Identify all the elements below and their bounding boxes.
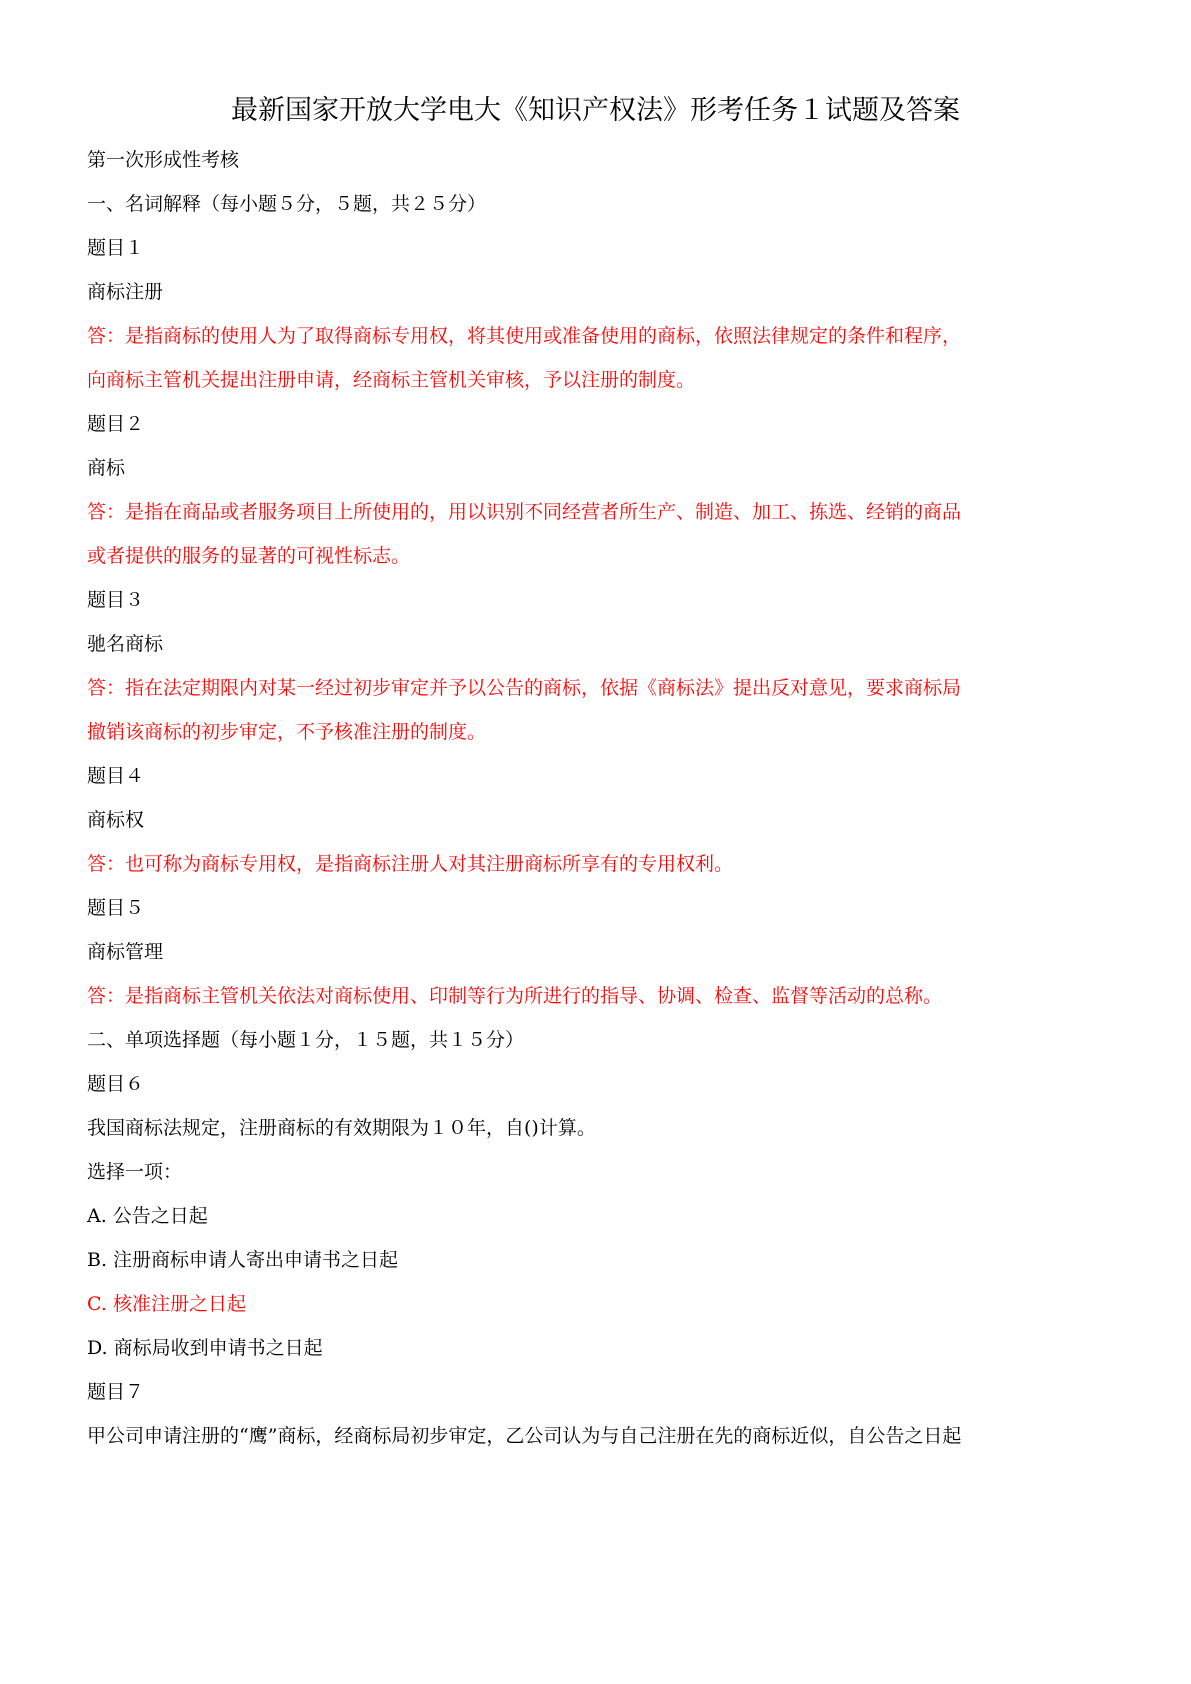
question-1-term: 商标注册 bbox=[87, 281, 164, 303]
section-1-heading: 一、名词解释（每小题５分，５题，共２５分） bbox=[87, 193, 487, 215]
question-1-answer-line-2: 向商标主管机关提出注册申请，经商标主管机关审核，予以注册的制度。 bbox=[87, 369, 696, 391]
question-1-answer-line-1: 答：是指商标的使用人为了取得商标专用权，将其使用或准备使用的商标，依照法律规定的条件和程序， bbox=[87, 325, 962, 347]
section-2-heading: 二、单项选择题（每小题１分，１５题，共１５分） bbox=[87, 1029, 525, 1051]
question-6-option-d: D. 商标局收到申请书之日起 bbox=[87, 1337, 323, 1359]
question-2-answer-line-2: 或者提供的服务的显著的可视性标志。 bbox=[87, 545, 411, 567]
question-5-answer-line-1: 答：是指商标主管机关依法对商标使用、印制等行为所进行的指导、协调、检查、监督等活动的总称。 bbox=[87, 985, 943, 1007]
question-3-label: 题目３ bbox=[87, 589, 145, 611]
question-2-answer-line-1: 答：是指在商品或者服务项目上所使用的，用以识别不同经营者所生产、制造、加工、拣选、经销的商品 bbox=[87, 501, 962, 523]
question-6-prompt: 选择一项： bbox=[87, 1161, 183, 1183]
question-7-stem: 甲公司申请注册的“鹰”商标，经商标局初步审定，乙公司认为与自己注册在先的商标近似，自公告之日起 bbox=[87, 1425, 962, 1447]
question-6-option-a: A. 公告之日起 bbox=[87, 1205, 208, 1227]
question-3-term: 驰名商标 bbox=[87, 633, 164, 655]
document-title: 最新国家开放大学电大《知识产权法》形考任务１试题及答案 bbox=[231, 95, 960, 126]
question-2-label: 题目２ bbox=[87, 413, 145, 435]
question-6-stem: 我国商标法规定，注册商标的有效期限为１０年，自()计算。 bbox=[87, 1117, 596, 1139]
question-3-answer-line-1: 答：指在法定期限内对某一经过初步审定并予以公告的商标，依据《商标法》提出反对意见，要求商标局 bbox=[87, 677, 962, 699]
question-3-answer-line-2: 撤销该商标的初步审定，不予核准注册的制度。 bbox=[87, 721, 487, 743]
question-2-term: 商标 bbox=[87, 457, 126, 479]
question-4-label: 题目４ bbox=[87, 765, 145, 787]
question-6-label: 题目６ bbox=[87, 1073, 145, 1095]
assessment-heading: 第一次形成性考核 bbox=[87, 149, 240, 171]
question-5-term: 商标管理 bbox=[87, 941, 164, 963]
question-6-option-c-correct: C. 核准注册之日起 bbox=[87, 1293, 246, 1315]
question-7-label: 题目７ bbox=[87, 1381, 145, 1403]
question-4-term: 商标权 bbox=[87, 809, 145, 831]
question-6-option-b: B. 注册商标申请人寄出申请书之日起 bbox=[87, 1249, 399, 1271]
question-1-label: 题目１ bbox=[87, 237, 145, 259]
question-5-label: 题目５ bbox=[87, 897, 145, 919]
question-4-answer-line-1: 答：也可称为商标专用权，是指商标注册人对其注册商标所享有的专用权利。 bbox=[87, 853, 734, 875]
